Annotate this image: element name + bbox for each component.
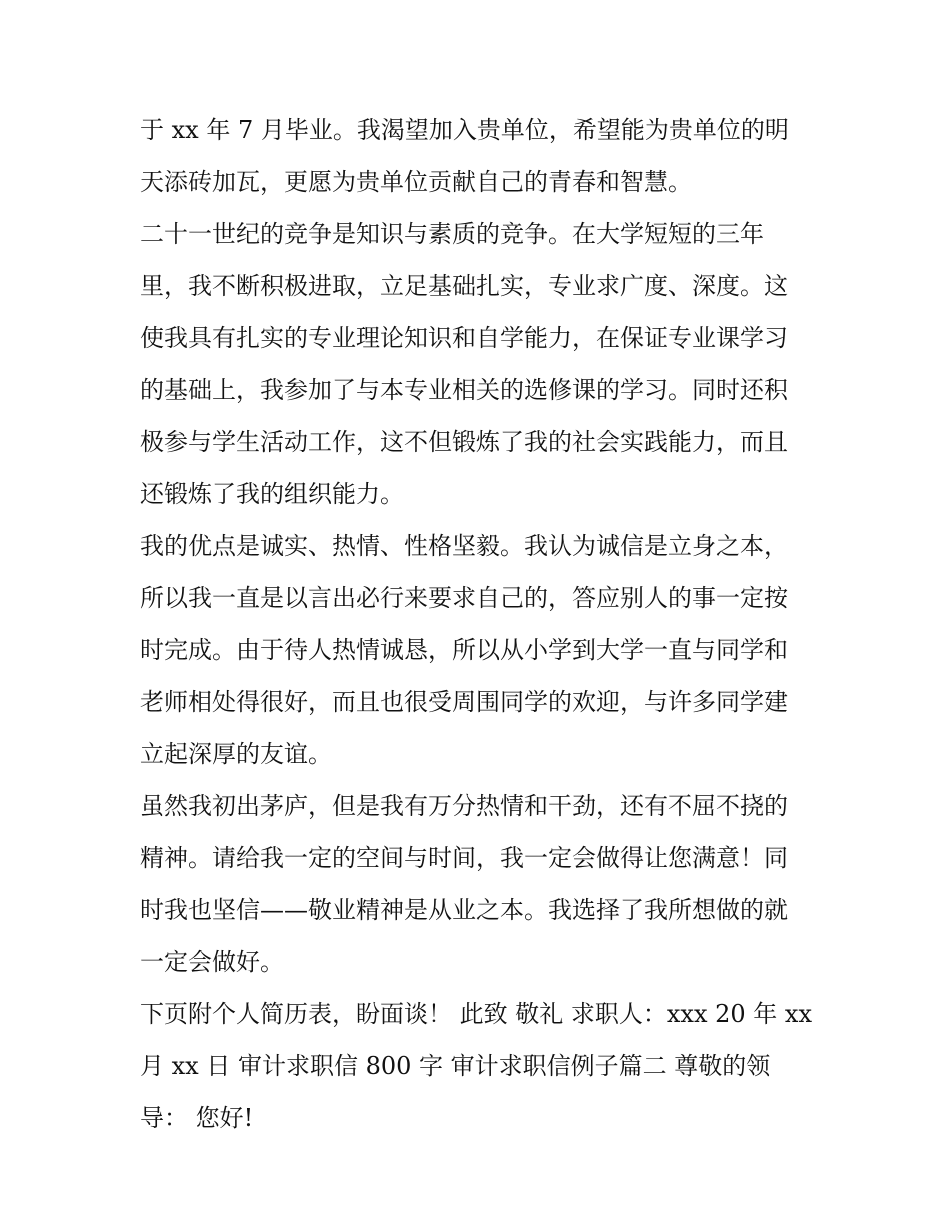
text-line: 极参与学生活动工作，这不但锻炼了我的社会实践能力，而且 xyxy=(140,428,788,456)
text-line: 的基础上，我参加了与本专业相关的选修课的学习。同时还积 xyxy=(140,376,788,404)
text-line: 下页附个人简历表，盼面谈！ 此致 敬礼 求职人：xxx 20 年 xx xyxy=(140,1000,812,1028)
body-text xyxy=(140,104,820,1144)
text-line: 立起深厚的友谊。 xyxy=(140,740,332,768)
text-line: 天添砖加瓦，更愿为贵单位贡献自己的青春和智慧。 xyxy=(140,168,692,196)
text-line: 一定会做好。 xyxy=(140,948,284,976)
text-line: 月 xx 日 审计求职信 800 字 审计求职信例子篇二 尊敬的领 xyxy=(140,1052,771,1080)
text-line: 所以我一直是以言出必行来要求自己的，答应别人的事一定按 xyxy=(140,584,788,612)
text-line: 于 xx 年 7 月毕业。我渴望加入贵单位，希望能为贵单位的明 xyxy=(140,116,789,144)
text-line: 还锻炼了我的组织能力。 xyxy=(140,480,404,508)
text-line: 老师相处得很好，而且也很受周围同学的欢迎，与许多同学建 xyxy=(140,688,788,716)
text-line: 时我也坚信——敬业精神是从业之本。我选择了我所想做的就 xyxy=(140,896,788,924)
text-line: 精神。请给我一定的空间与时间，我一定会做得让您满意！同 xyxy=(140,844,788,872)
text-line: 时完成。由于待人热情诚恳，所以从小学到大学一直与同学和 xyxy=(140,636,788,664)
text-line: 虽然我初出茅庐，但是我有万分热情和干劲，还有不屈不挠的 xyxy=(140,792,788,820)
text-line: 二十一世纪的竞争是知识与素质的竞争。在大学短短的三年 xyxy=(140,220,764,248)
text-line: 导： 您好! xyxy=(140,1104,254,1132)
text-line: 里，我不断积极进取，立足基础扎实，专业求广度、深度。这 xyxy=(140,272,788,300)
text-line: 使我具有扎实的专业理论知识和自学能力，在保证专业课学习 xyxy=(140,324,788,352)
text-line: 我的优点是诚实、热情、性格坚毅。我认为诚信是立身之本， xyxy=(140,532,788,560)
